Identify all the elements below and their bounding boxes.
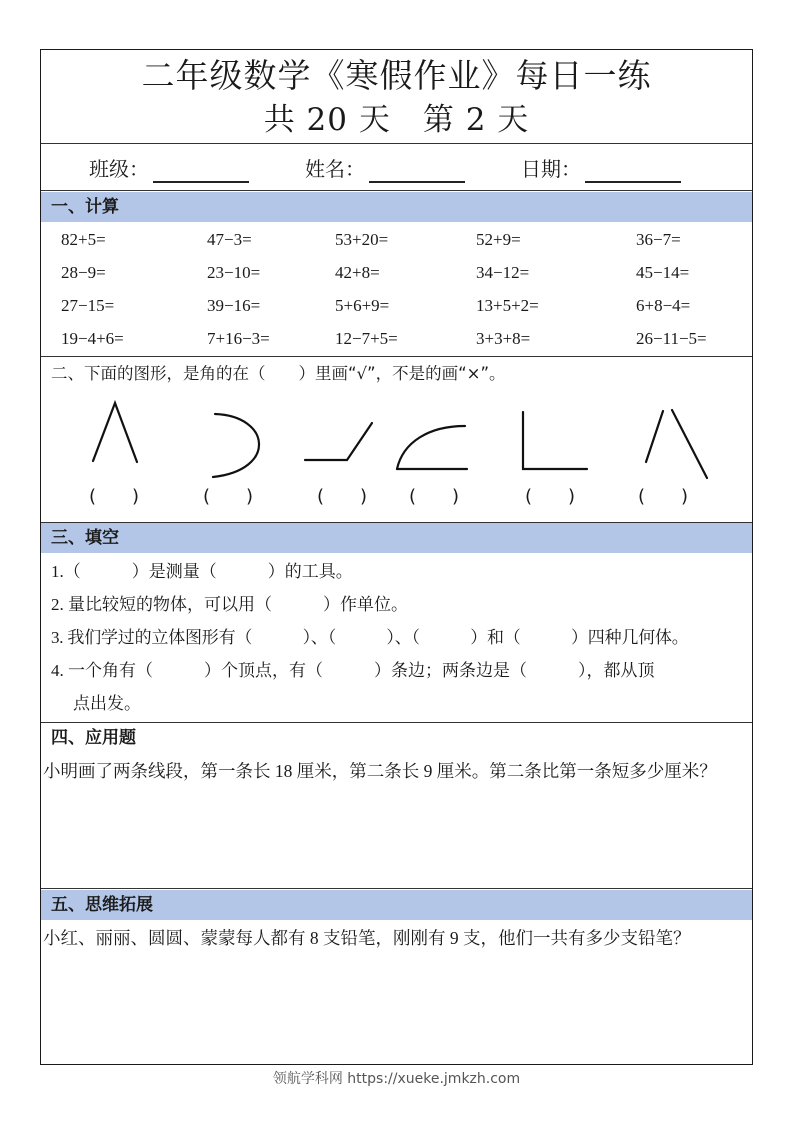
name-label: 姓名： bbox=[305, 157, 365, 181]
calc-problem: 27−15= bbox=[61, 296, 115, 315]
footer-watermark: 领航学科网 https://xueke.jmkzh.com bbox=[272, 1071, 521, 1087]
answer-paren[interactable]: ( ) bbox=[89, 486, 140, 507]
calc-problem: 6+8−4= bbox=[636, 296, 691, 315]
divider bbox=[41, 143, 752, 144]
calc-row bbox=[41, 257, 752, 289]
section-header-calc: 一、计算 bbox=[41, 192, 752, 222]
angle-peak-icon bbox=[93, 403, 137, 462]
calc-problem: 3+3+8= bbox=[476, 329, 531, 348]
title-block bbox=[41, 50, 752, 144]
date-blank[interactable] bbox=[585, 161, 681, 183]
answer-paren[interactable]: ( ) bbox=[317, 486, 368, 507]
calc-problem: 52+9= bbox=[476, 230, 521, 249]
fill-item: 3. 我们学过的立体图形有（ ）、（ ）、（ ）和（ ）四种几何体。 bbox=[51, 628, 689, 647]
page-subtitle: 共 20 天 第 2 天 bbox=[263, 102, 530, 138]
section-header-application: 四、应用题 bbox=[51, 728, 136, 748]
calc-problem: 7+16−3= bbox=[207, 329, 270, 348]
answer-paren[interactable]: ( ) bbox=[525, 486, 576, 507]
date-field bbox=[521, 155, 681, 183]
divider bbox=[41, 356, 752, 357]
student-info-row bbox=[41, 145, 752, 191]
worksheet bbox=[40, 49, 753, 1065]
divider bbox=[41, 888, 752, 889]
thinking-question: 小红、丽丽、圆圆、蒙蒙每人都有 8 支铅笔，刚刚有 9 支，他们一共有多少支铅笔？ bbox=[43, 928, 691, 948]
class-field bbox=[89, 155, 249, 183]
calc-row bbox=[41, 290, 752, 322]
calc-problem: 5+6+9= bbox=[335, 296, 390, 315]
fill-item: 点出发。 bbox=[73, 694, 141, 713]
calc-problem: 36−7= bbox=[636, 230, 681, 249]
section-header-angles: 二、下面的图形，是角的在（ ）里画“√”，不是的画“×”。 bbox=[51, 364, 506, 383]
calc-row bbox=[41, 323, 752, 355]
answer-paren[interactable]: ( ) bbox=[203, 486, 254, 507]
class-label: 班级： bbox=[89, 157, 149, 181]
calc-problem: 13+5+2= bbox=[476, 296, 539, 315]
angle-shapes bbox=[41, 390, 752, 520]
answer-paren[interactable]: ( ) bbox=[638, 486, 689, 507]
bent-line-icon bbox=[305, 423, 372, 460]
calc-problem: 39−16= bbox=[207, 296, 261, 315]
curved-corner-icon bbox=[397, 426, 467, 469]
answer-paren[interactable]: ( ) bbox=[409, 486, 460, 507]
fill-item: 1.（ ）是测量（ ）的工具。 bbox=[51, 562, 353, 581]
class-blank[interactable] bbox=[153, 161, 249, 183]
calc-problem: 53+20= bbox=[335, 230, 389, 249]
calc-problem: 45−14= bbox=[636, 263, 690, 282]
calc-row bbox=[41, 224, 752, 256]
calc-problem: 47−3= bbox=[207, 230, 252, 249]
page-title: 二年级数学《寒假作业》每日一练 bbox=[141, 56, 652, 95]
right-angle-icon bbox=[523, 412, 587, 469]
calc-problem: 26−11−5= bbox=[636, 329, 707, 348]
calc-problem: 28−9= bbox=[61, 263, 106, 282]
calc-problem: 82+5= bbox=[61, 230, 106, 249]
fill-item: 4. 一个角有（ ）个顶点，有（ ）条边；两条边是（ ），都从顶 bbox=[51, 661, 655, 680]
name-field bbox=[305, 155, 465, 183]
application-question: 小明画了两条线段，第一条长 18 厘米，第二条长 9 厘米。第二条比第一条短多少厘米？ bbox=[43, 761, 717, 781]
shapes-canvas bbox=[41, 390, 754, 490]
calc-problem: 12−7+5= bbox=[335, 329, 398, 348]
calc-problem: 23−10= bbox=[207, 263, 261, 282]
section-header-fill: 三、填空 bbox=[41, 523, 752, 553]
name-blank[interactable] bbox=[369, 161, 465, 183]
fill-item: 2. 量比较短的物体，可以用（ ）作单位。 bbox=[51, 595, 408, 614]
divider bbox=[41, 190, 752, 191]
calc-problem: 34−12= bbox=[476, 263, 530, 282]
curve-arc-icon bbox=[213, 414, 259, 477]
separated-lines-icon bbox=[646, 410, 707, 478]
section-header-thinking: 五、思维拓展 bbox=[41, 890, 752, 920]
calc-problem: 42+8= bbox=[335, 263, 380, 282]
date-label: 日期： bbox=[521, 157, 581, 181]
calc-problem: 19−4+6= bbox=[61, 329, 124, 348]
